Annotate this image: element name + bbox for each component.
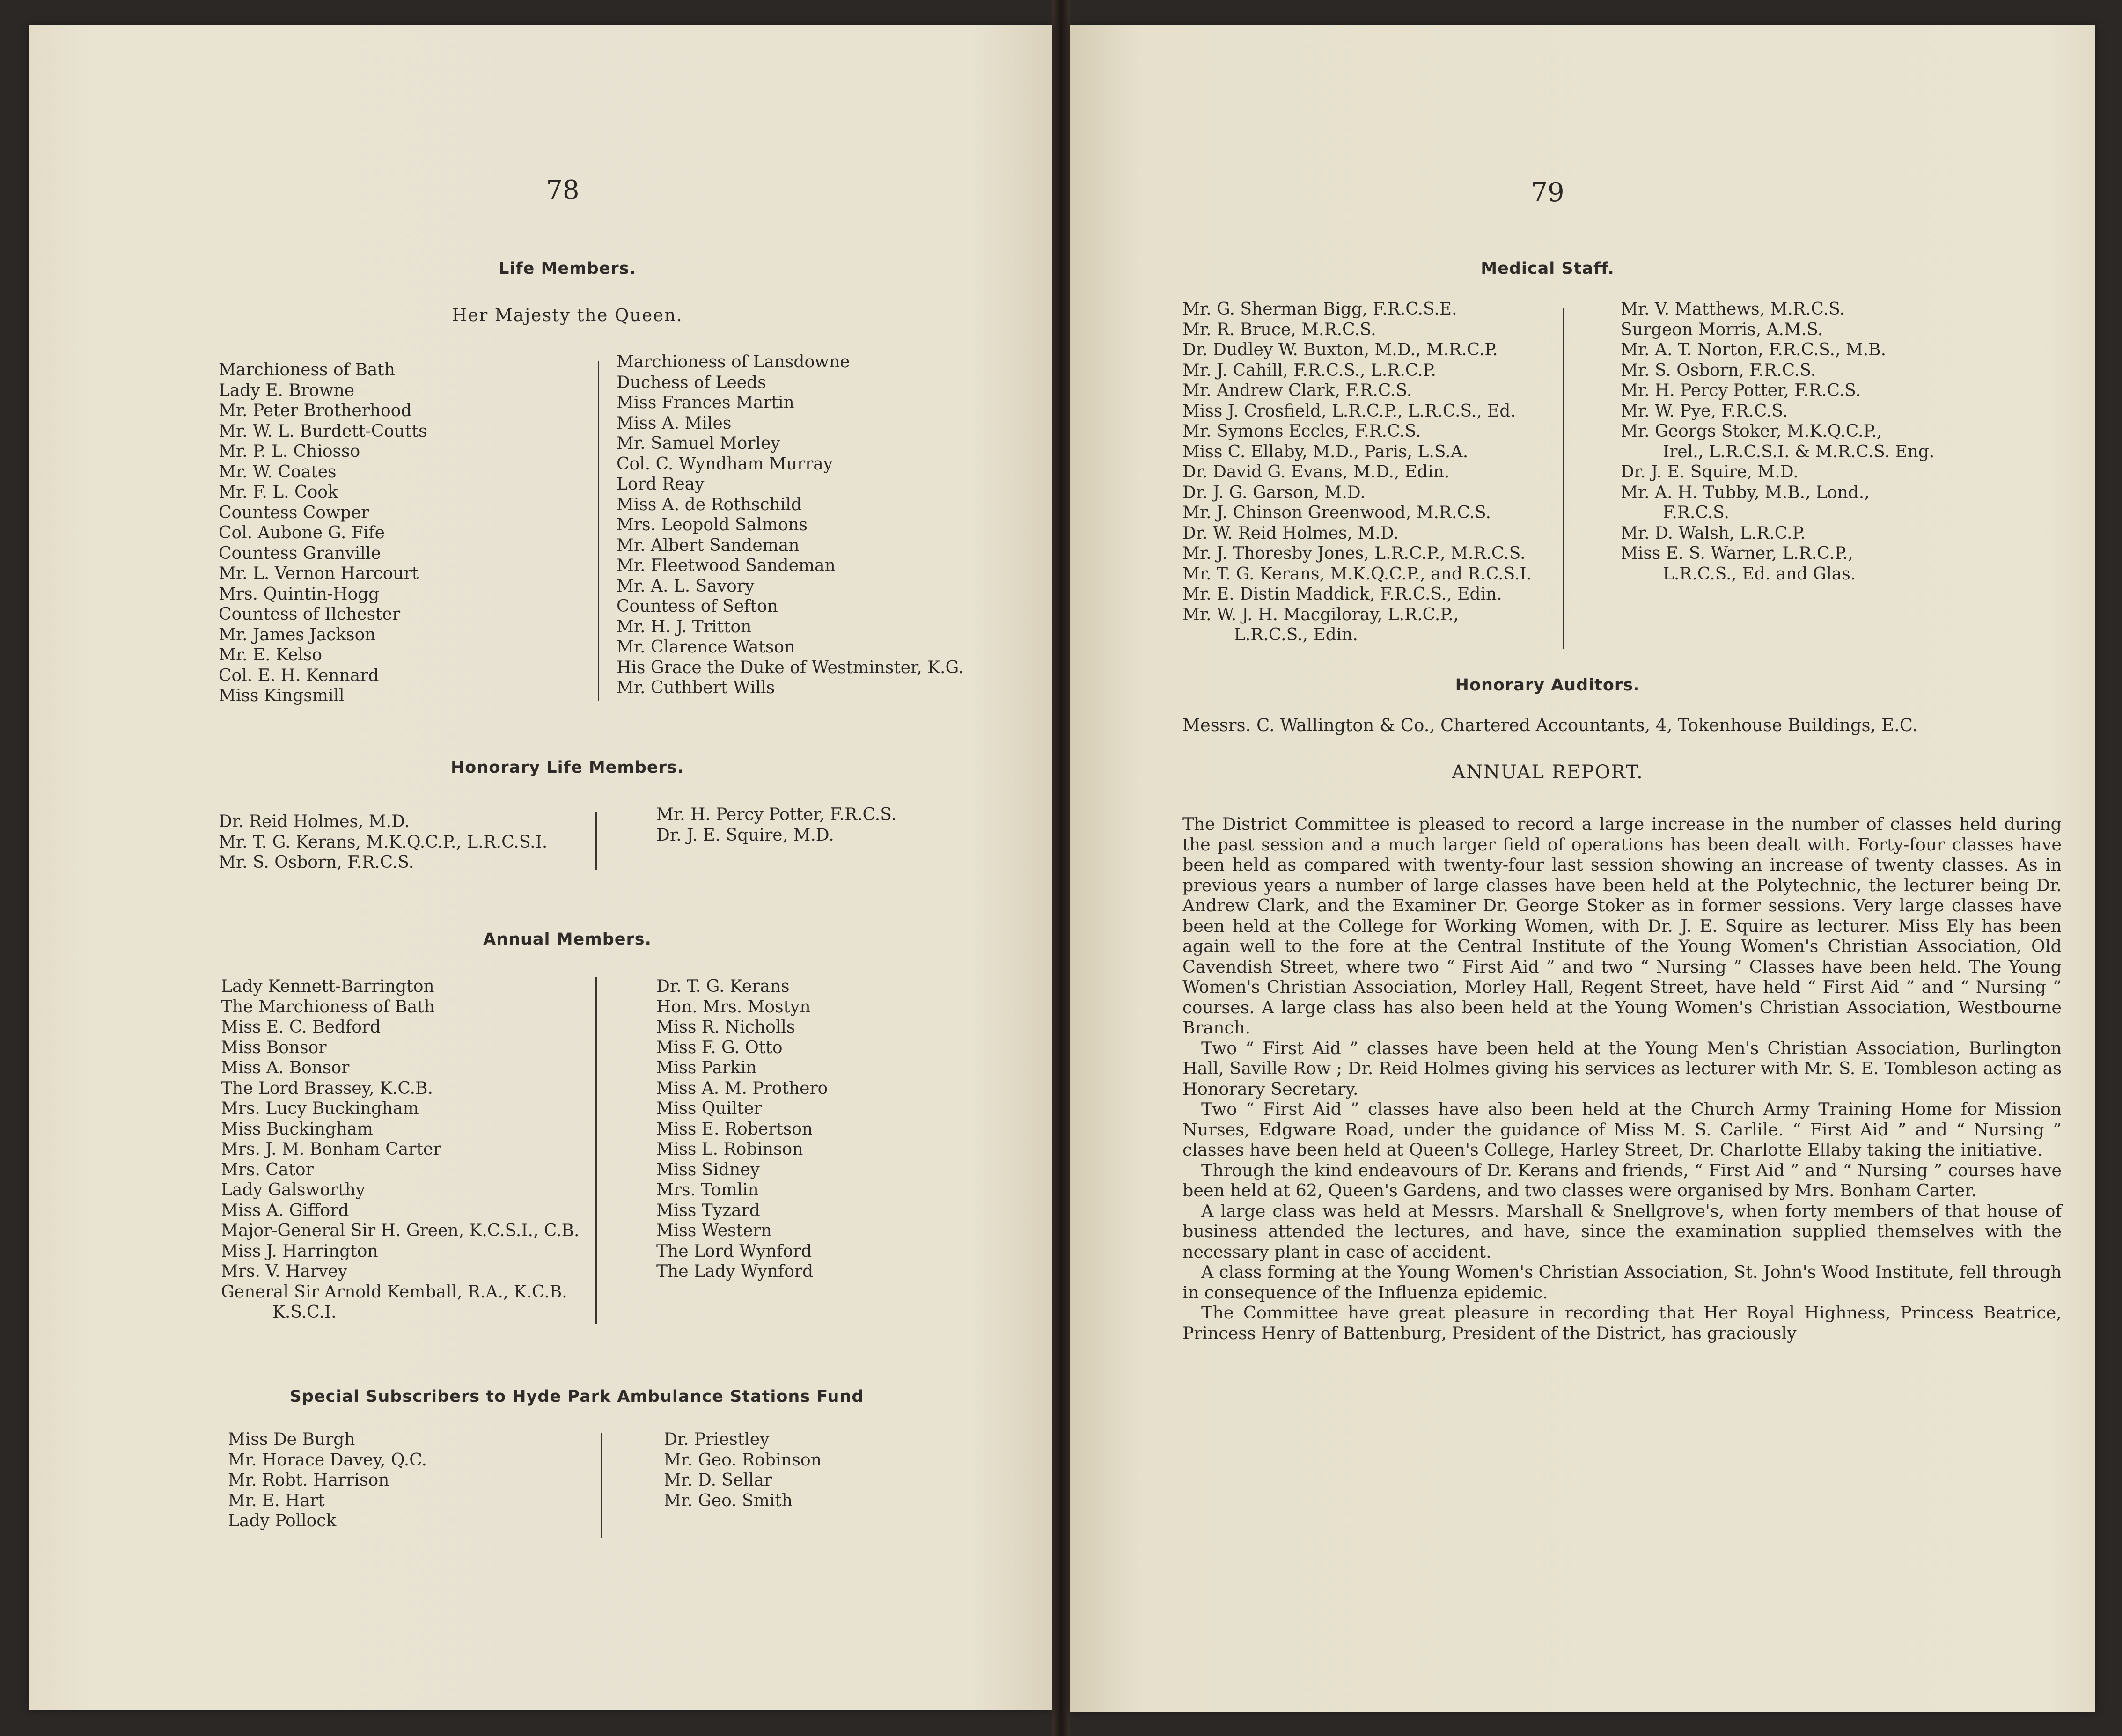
list-item: Miss Frances Martin <box>617 393 794 412</box>
list-item: Dr. Reid Holmes, M.D. <box>219 812 410 831</box>
list-item: Mr. W. J. H. Macgiloray, L.R.C.P., <box>1182 605 1459 624</box>
list-item: Mr. E. Kelso <box>219 645 323 665</box>
list-item: Mr. F. L. Cook <box>219 483 338 502</box>
page-number: 79 <box>1531 177 1564 208</box>
column-divider <box>598 361 599 701</box>
list-item: Lady E. Browne <box>219 381 355 400</box>
report-paragraph: The District Committee is pleased to record a large increase in the number of classes held during the past session and a much larger field of operations has been dealt with. Forty-four classes have been held as compared with twenty-four last session showing an increase of twenty classes. As in previous years a number of large classes have been held at the Polytechnic, the lecturer being Dr. Andrew Clark, and the Examiner Dr. George Stoker as in former sessions. Very large classes have been held at the College for Working Women, with Dr. J. E. Squire as lecturer. Miss Ely has been again well to the fore at the Central Institute of the Young Women's Christian Association, Old Cavendish Street, where two “ First Aid ” and two “ Nursing ” Classes have been held. The Young Women's Christian Association, Morley Hall, Regent Street, have held “ First Aid ” and “ Nursing ” courses. A large class has also been held at the Young Women's Christian Association, Westbourne Branch. <box>1182 814 2062 1038</box>
list-item: Mr. Geo. Robinson <box>664 1450 822 1470</box>
list-item: Mr. T. G. Kerans, M.K.Q.C.P., and R.C.S.I. <box>1182 564 1532 584</box>
list-item: Miss Quilter <box>656 1099 762 1118</box>
list-item: Dr. W. Reid Holmes, M.D. <box>1182 523 1399 543</box>
list-item: Miss Kingsmill <box>219 686 345 705</box>
list-item: F.R.C.S. <box>1663 503 1729 522</box>
list-item: Miss J. Crosfield, L.R.C.P., L.R.C.S., Ed. <box>1182 401 1516 421</box>
medical-staff-col2 <box>1621 299 1934 584</box>
left-page <box>29 25 1052 1710</box>
list-item: General Sir Arnold Kemball, R.A., K.C.B. <box>221 1282 567 1302</box>
list-item: Mr. W. Pye, F.R.C.S. <box>1621 401 1788 421</box>
list-item: Miss A. M. Prothero <box>656 1078 828 1098</box>
special-subscribers-col1 <box>228 1429 427 1531</box>
list-item: Mr. P. L. Chiosso <box>219 442 360 461</box>
honorary-life-heading: Honorary Life Members. <box>450 758 684 777</box>
report-paragraph: Through the kind endeavours of Dr. Kerans and friends, “ First Aid ” and “ Nursing ” courses have been held at 62, Queen's Gardens, and two classes were organised by Mrs. Bonham Carter. <box>1182 1160 2062 1201</box>
list-item: Surgeon Morris, A.M.S. <box>1621 320 1823 339</box>
list-item: Mr. Andrew Clark, F.R.C.S. <box>1182 381 1412 400</box>
list-item: Mr. A. T. Norton, F.R.C.S., M.B. <box>1621 340 1887 359</box>
list-item: Major-General Sir H. Green, K.C.S.I., C.B. <box>221 1221 580 1240</box>
list-item: Countess of Ilchester <box>219 605 401 624</box>
list-item: Dr. Priestley <box>664 1430 770 1449</box>
medical-staff-col1 <box>1182 299 1532 645</box>
annual-report-title: ANNUAL REPORT. <box>1452 762 1644 783</box>
list-item: Miss J. Harrington <box>221 1241 378 1261</box>
list-item: Mr. H. J. Tritton <box>617 617 752 637</box>
list-item: Mr. W. L. Burdett-Coutts <box>219 421 427 441</box>
list-item: Miss Sidney <box>656 1160 760 1179</box>
list-item: Marchioness of Bath <box>219 360 395 380</box>
list-item: Miss F. G. Otto <box>656 1038 783 1057</box>
list-item: Mr. Samuel Morley <box>617 434 780 453</box>
list-item: Mr. H. Percy Potter, F.R.C.S. <box>1621 381 1861 400</box>
list-item: Irel., L.R.C.S.I. & M.R.C.S. Eng. <box>1663 442 1935 461</box>
column-divider <box>601 1433 602 1538</box>
list-item: Mr. V. Matthews, M.R.C.S. <box>1621 300 1845 319</box>
annual-members-col1 <box>221 976 580 1323</box>
list-item: Mr. W. Coates <box>219 462 337 482</box>
list-item: The Marchioness of Bath <box>221 997 435 1017</box>
list-item: Dr. J. E. Squire, M.D. <box>1621 462 1799 482</box>
list-item: The Lord Wynford <box>656 1241 812 1261</box>
list-item: Dr. T. G. Kerans <box>656 977 790 996</box>
list-item: Mr. E. Distin Maddick, F.R.C.S., Edin. <box>1182 585 1502 604</box>
list-item: Lady Galsworthy <box>221 1180 366 1200</box>
list-item: Mr. E. Hart <box>228 1491 325 1510</box>
list-item: Dr. J. G. Garson, M.D. <box>1182 483 1366 502</box>
list-item: Mrs. Quintin-Hogg <box>219 584 380 604</box>
list-item: Mrs. J. M. Bonham Carter <box>221 1140 441 1159</box>
honorary-life-col2 <box>656 805 896 845</box>
list-item: Mr. Albert Sandeman <box>617 535 800 555</box>
list-item: Col. E. H. Kennard <box>219 666 379 685</box>
list-item: Mr. H. Percy Potter, F.R.C.S. <box>656 805 897 824</box>
list-item: Mr. Peter Brotherhood <box>219 401 412 420</box>
list-item: K.S.C.I. <box>272 1303 337 1322</box>
list-item: Miss E. Robertson <box>656 1119 813 1139</box>
list-item: Miss A. de Rothschild <box>617 495 802 514</box>
list-item: Miss Tyzard <box>656 1201 760 1220</box>
list-item: Mr. A. H. Tubby, M.B., Lond., <box>1621 483 1870 502</box>
list-item: Mr. R. Bruce, M.R.C.S. <box>1182 320 1376 339</box>
list-item: Dr. Dudley W. Buxton, M.D., M.R.C.P. <box>1182 340 1498 359</box>
list-item: Mr. Robt. Harrison <box>228 1471 389 1490</box>
page-number: 78 <box>546 175 580 205</box>
list-item: Mr. Geo. Smith <box>664 1491 793 1510</box>
book-gutter <box>1052 0 1070 1736</box>
list-item: Miss E. S. Warner, L.R.C.P., <box>1621 544 1853 563</box>
list-item: Miss L. Robinson <box>656 1140 803 1159</box>
list-item: Miss C. Ellaby, M.D., Paris, L.S.A. <box>1182 442 1469 461</box>
list-item: Lady Pollock <box>228 1511 337 1531</box>
list-item: Miss Buckingham <box>221 1119 373 1139</box>
list-item: Col. C. Wyndham Murray <box>617 454 833 474</box>
honorary-auditors-heading: Honorary Auditors. <box>1455 676 1640 695</box>
list-item: Countess of Sefton <box>617 597 778 616</box>
report-paragraph: Two “ First Aid ” classes have also been held at the Church Army Training Home for Mission Nurses, Edgware Road, under the guidance of Miss M. S. Carlile. “ First Aid ” and “ Nursing ” classes have been held at Queen's College, Harley Street, Dr. Charlotte Ellaby taking the initiative. <box>1182 1099 2062 1160</box>
list-item: Miss R. Nicholls <box>656 1018 795 1037</box>
life-members-heading: Life Members. <box>499 259 636 278</box>
list-item: Miss A. Bonsor <box>221 1058 350 1077</box>
life-members-col2 <box>617 352 963 698</box>
auditors-text: Messrs. C. Wallington & Co., Chartered Accountants, 4, Tokenhouse Buildings, E.C. <box>1182 715 1918 735</box>
list-item: Hon. Mrs. Mostyn <box>656 997 811 1017</box>
list-item: Mr. Clarence Watson <box>617 637 795 657</box>
list-item: Mrs. Leopold Salmons <box>617 515 808 535</box>
special-subscribers-heading: Special Subscribers to Hyde Park Ambulance Stations Fund <box>289 1387 864 1406</box>
list-item: Countess Cowper <box>219 503 369 522</box>
list-item: Mrs. Cator <box>221 1160 314 1179</box>
life-members-col1 <box>219 360 427 706</box>
list-item: Miss A. Gifford <box>221 1201 349 1220</box>
list-item: Miss Parkin <box>656 1058 757 1077</box>
list-item: Col. Aubone G. Fife <box>219 523 385 542</box>
list-item: Dr. David G. Evans, M.D., Edin. <box>1182 462 1450 482</box>
report-paragraph: Two “ First Aid ” classes have been held at the Young Men's Christian Association, Burlington Hall, Saville Row ; Dr. Reid Holmes giving his services as lecturer with Mr. S. E. Tombleson acting as Honorary Secretary. <box>1182 1038 2062 1099</box>
list-item: Mr. Fleetwood Sandeman <box>617 556 836 575</box>
list-item: Mr. James Jackson <box>219 625 376 645</box>
list-item: Mrs. V. Harvey <box>221 1262 348 1281</box>
list-item: The Lord Brassey, K.C.B. <box>221 1078 433 1098</box>
list-item: Miss De Burgh <box>228 1430 355 1449</box>
list-item: Lady Kennett-Barrington <box>221 977 434 996</box>
annual-members-col2 <box>656 976 828 1282</box>
list-item: The Lady Wynford <box>656 1262 814 1281</box>
list-item: Mrs. Tomlin <box>656 1180 759 1200</box>
list-item: Mr. L. Vernon Harcourt <box>219 564 419 583</box>
list-item: Mr. S. Osborn, F.R.C.S. <box>219 853 414 872</box>
list-item: Mr. J. Cahill, F.R.C.S., L.R.C.P. <box>1182 360 1436 380</box>
list-item: L.R.C.S., Edin. <box>1234 625 1358 645</box>
list-item: Mr. D. Sellar <box>664 1471 772 1490</box>
list-item: Mr. A. L. Savory <box>617 576 755 596</box>
list-item: Miss Western <box>656 1221 772 1240</box>
list-item: Mr. T. G. Kerans, M.K.Q.C.P., L.R.C.S.I. <box>219 832 548 852</box>
column-divider <box>1563 308 1564 649</box>
list-item: Mr. D. Walsh, L.R.C.P. <box>1621 523 1806 543</box>
list-item: Mr. J. Thoresby Jones, L.R.C.P., M.R.C.S. <box>1182 544 1526 563</box>
medical-staff-heading: Medical Staff. <box>1481 259 1615 278</box>
list-item: Countess Granville <box>219 543 381 563</box>
annual-report-body <box>1182 814 2062 1343</box>
report-paragraph: A large class was held at Messrs. Marshall & Snellgrove's, when forty members of that house of business attended the lectures, and have, since the examination supplied themselves with the necessary plant in case of accident. <box>1182 1201 2062 1262</box>
list-item: Mr. G. Sherman Bigg, F.R.C.S.E. <box>1182 300 1457 319</box>
queen-line: Her Majesty the Queen. <box>452 305 683 325</box>
list-item: Mr. Georgs Stoker, M.K.Q.C.P., <box>1621 422 1882 441</box>
list-item: Miss A. Miles <box>617 413 732 433</box>
list-item: Dr. J. E. Squire, M.D. <box>656 825 834 845</box>
list-item: L.R.C.S., Ed. and Glas. <box>1663 564 1856 584</box>
report-paragraph: The Committee have great pleasure in recording that Her Royal Highness, Princess Beatrice, Princess Henry of Battenburg, President of the District, has graciously <box>1182 1303 2062 1343</box>
list-item: Duchess of Leeds <box>617 373 766 392</box>
list-item: Mr. S. Osborn, F.R.C.S. <box>1621 360 1816 380</box>
honorary-life-col1 <box>219 812 547 873</box>
column-divider <box>595 812 597 870</box>
right-page <box>1070 25 2095 1712</box>
list-item: Mr. Symons Eccles, F.R.C.S. <box>1182 422 1421 441</box>
special-subscribers-col2 <box>664 1429 822 1511</box>
list-item: His Grace the Duke of Westminster, K.G. <box>617 658 964 677</box>
list-item: Mr. Cuthbert Wills <box>617 678 775 697</box>
report-paragraph: A class forming at the Young Women's Christian Association, St. John's Wood Institute, fell through in consequence of the Influenza epidemic. <box>1182 1262 2062 1303</box>
list-item: Lord Reay <box>617 475 705 494</box>
list-item: Miss Bonsor <box>221 1038 327 1057</box>
list-item: Mrs. Lucy Buckingham <box>221 1099 419 1118</box>
list-item: Mr. Horace Davey, Q.C. <box>228 1450 427 1470</box>
list-item: Marchioness of Lansdowne <box>617 352 850 372</box>
column-divider <box>595 977 597 1324</box>
list-item: Miss E. C. Bedford <box>221 1018 381 1037</box>
annual-members-heading: Annual Members. <box>483 930 652 949</box>
list-item: Mr. J. Chinson Greenwood, M.R.C.S. <box>1182 503 1491 522</box>
